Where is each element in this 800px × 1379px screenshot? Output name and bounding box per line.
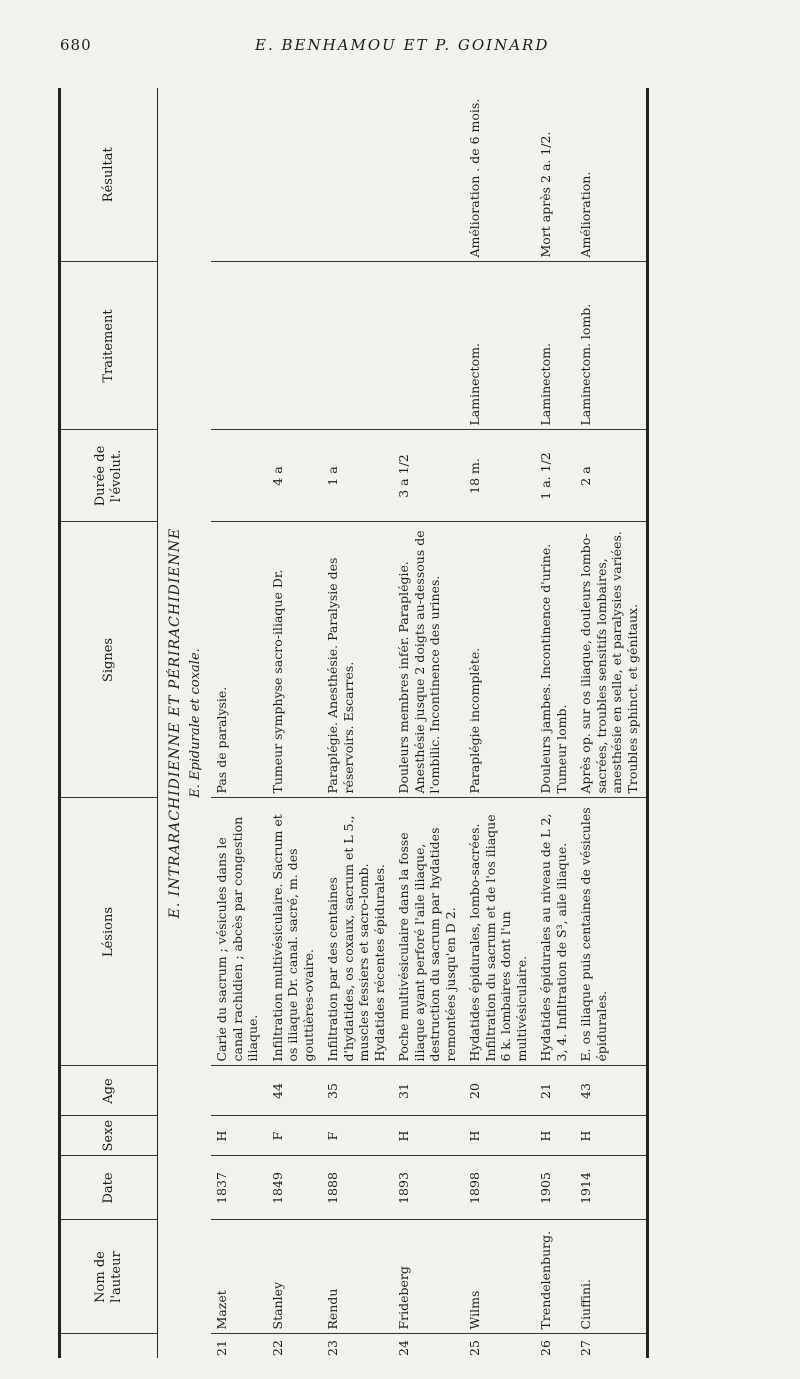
case-table (58, 88, 649, 1358)
cell-lesions: Poche multivésiculaire dans la fosse iliaque ayant perforé l'aile iliaque, destruction du sacrum par hydatides remontées jusqu'en D 2. (393, 798, 464, 1066)
rotated-table-container (58, 88, 756, 1358)
cell-age: 44 (267, 1066, 323, 1116)
cell-treatment (322, 262, 393, 430)
cell-sex: H (464, 1116, 535, 1156)
header-date: Date (60, 1156, 158, 1220)
cell-lesions: E. os iliaque puis centaines de vésicules épidurales. (575, 798, 648, 1066)
cell-date: 1893 (393, 1156, 464, 1220)
cell-author: Frideberg (393, 1220, 464, 1334)
cell-signs: Douleurs jambes. Incontinence d'urine. Tumeur lomb. (535, 522, 575, 798)
header-treatment: Traitement (60, 262, 158, 430)
cell-signs: Douleurs membres infér. Paraplégie. Anesthésie jusque 2 doigts au-dessous de l'ombilic. Incontinence des urines. (393, 522, 464, 798)
table-row (393, 88, 464, 1358)
cell-date: 1888 (322, 1156, 393, 1220)
cell-date: 1914 (575, 1156, 648, 1220)
cell-duration: 2 a (575, 430, 648, 522)
table-row (464, 88, 535, 1358)
cell-age: 31 (393, 1066, 464, 1116)
cell-date: 1905 (535, 1156, 575, 1220)
cell-lesions: Hydatides épidurales au niveau de L 2, 3, 4. Infiltration de S³, aile iliaque. (535, 798, 575, 1066)
cell-lesions: Hydatides épidurales, lombo-sacrées. Infiltration du sacrum et de l'os iliaque 6 k. lombaires dont l'un multivésiculaire. (464, 798, 535, 1066)
header-age: Age (60, 1066, 158, 1116)
cell-result: Mort après 2 a. 1/2. (535, 88, 575, 262)
cell-sex: F (267, 1116, 323, 1156)
cell-author: Wilms (464, 1220, 535, 1334)
cell-sex: H (211, 1116, 267, 1156)
cell-signs: Paraplégie. Anesthésie. Paralysie des réservoirs. Escarres. (322, 522, 393, 798)
cell-duration: 18 m. (464, 430, 535, 522)
header-sex: Sexe (60, 1116, 158, 1156)
table-row (211, 88, 267, 1358)
cell-signs: Après op. sur os iliaque, douleurs lombo-sacrées, troubles sensitifs lombaires, anesthésie en selle, et paralysies variées. Troubles sphinct. et génitaux. (575, 522, 648, 798)
cell-treatment (393, 262, 464, 430)
cell-author: Ciuffini. (575, 1220, 648, 1334)
cell-sex: H (535, 1116, 575, 1156)
cell-author: Rendu (322, 1220, 393, 1334)
header-lesions: Lésions (60, 798, 158, 1066)
cell-signs: Pas de paralysie. (211, 522, 267, 798)
cell-num: 22 (269, 1340, 285, 1356)
cell-sex: F (322, 1116, 393, 1156)
table-row (575, 88, 648, 1358)
cell-treatment: Laminectom. lomb. (575, 262, 648, 430)
cell-num: 27 (575, 1334, 648, 1358)
header-result: Résultat (60, 88, 158, 262)
cell-author: Stanley (267, 1220, 323, 1334)
cell-result (267, 88, 323, 262)
subsection-row (186, 88, 212, 1358)
table-row (267, 88, 323, 1358)
cell-treatment: Laminectom. (464, 262, 535, 430)
cell-treatment: Laminectom. (535, 262, 575, 430)
cell-result (393, 88, 464, 262)
page-number: 680 (60, 36, 92, 54)
running-head (0, 36, 800, 66)
cell-duration: 1 a. 1/2 (535, 430, 575, 522)
cell-lesions: Infiltration par des centaines d'hydatides, os coxaux, sacrum et L 5., muscles fessiers et sacro-lomb. Hydatides récentes épidurales. (322, 798, 393, 1066)
cell-treatment (211, 262, 267, 430)
running-head-authors: E. BENHAMOU ET P. GOINARD (255, 36, 550, 54)
cell-author: Mazet (211, 1220, 267, 1334)
cell-result (322, 88, 393, 262)
cell-result: Amélioration. (575, 88, 648, 262)
subsection-title: E. Epidurale et coxale. (187, 648, 203, 798)
cell-result: Amélioration . de 6 mois. (464, 88, 535, 262)
cell-author: Trendelenburg. (535, 1220, 575, 1334)
cell-duration: 4 a (267, 430, 323, 522)
cell-age: 35 (322, 1066, 393, 1116)
cell-age: 20 (464, 1066, 535, 1116)
cell-duration: 3 a 1/2 (393, 430, 464, 522)
cell-treatment (267, 262, 323, 430)
header-duration: Durée de l'évolut. (60, 430, 158, 522)
cell-date: 1849 (267, 1156, 323, 1220)
header-signs: Signes (60, 522, 158, 798)
section-title: E. INTRARACHIDIENNE ET PÉRIRACHIDIENNE (167, 527, 183, 919)
header-row (60, 88, 158, 1358)
header-num (60, 1334, 158, 1358)
cell-sex: H (393, 1116, 464, 1156)
cell-age: 21 (535, 1066, 575, 1116)
cell-num: 24 (396, 1340, 411, 1356)
cell-age: 43 (575, 1066, 648, 1116)
cell-signs: Paraplégie incomplète. (464, 522, 535, 798)
cell-age (211, 1066, 267, 1116)
table-row (535, 88, 575, 1358)
cell-num: 26 (538, 1340, 553, 1356)
cell-duration: 1 a (322, 430, 393, 522)
cell-date: 1898 (464, 1156, 535, 1220)
cell-lesions: Carie du sacrum ; vésicules dans le canal rachidien ; abcès par congestion iliaque. (211, 798, 267, 1066)
cell-result (211, 88, 267, 262)
section-row (158, 88, 186, 1358)
cell-num: 23 (325, 1340, 340, 1356)
cell-duration (211, 430, 267, 522)
header-author: Nom de l'auteur (60, 1220, 158, 1334)
cell-lesions: Infiltration multivésiculaire. Sacrum et os iliaque Dr. canal. sacré, m. des gouttières-ovaire. (267, 798, 323, 1066)
cell-date: 1837 (211, 1156, 267, 1220)
table-row (322, 88, 393, 1358)
cell-num: 21 (214, 1340, 229, 1356)
cell-sex: H (575, 1116, 648, 1156)
cell-signs: Tumeur symphyse sacro-iliaque Dr. (267, 522, 323, 798)
cell-num: 25 (467, 1340, 482, 1356)
